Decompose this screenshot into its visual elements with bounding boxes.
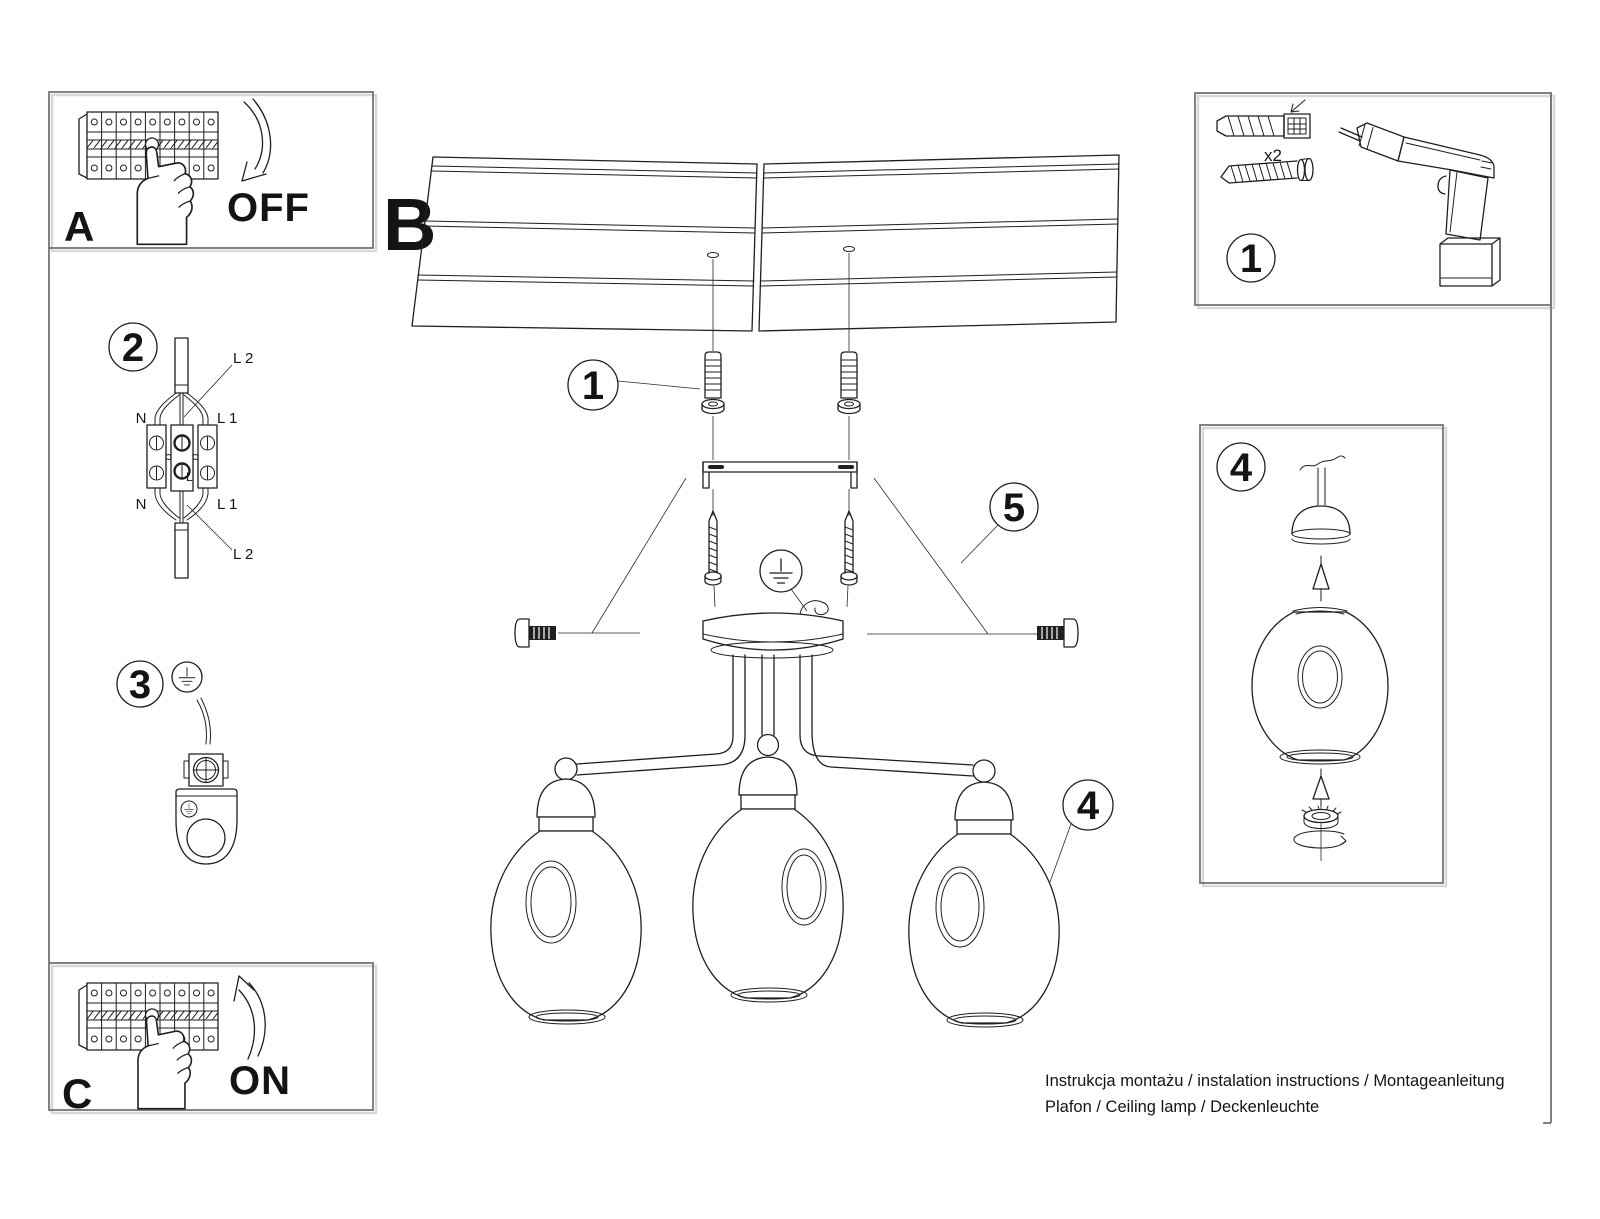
panel-shade-assembly	[1200, 425, 1446, 886]
arm-ball-left	[555, 758, 577, 780]
rotate-arrow-icon	[1294, 831, 1346, 848]
mounting-screw-left	[705, 511, 721, 585]
l2-top-label: L 2	[233, 350, 254, 367]
earth-point-callout	[760, 550, 807, 611]
n-bottom-label: N	[135, 496, 147, 513]
step-1-number: 1	[1239, 237, 1263, 281]
on-label: ON	[229, 1059, 291, 1103]
step-c-label: C	[62, 1070, 93, 1117]
glass-shade-center	[693, 757, 843, 1002]
step-4-number: 4	[1229, 446, 1253, 490]
callout-4-number: 4	[1076, 784, 1100, 828]
step-a-label: A	[64, 203, 95, 250]
earth-wire	[197, 698, 211, 744]
footer-line2: Plafon / Ceiling lamp / Deckenleuchte	[1045, 1098, 1320, 1116]
panel-tools	[1195, 93, 1554, 308]
curved-arrow-up-icon	[234, 976, 265, 1059]
cable-bottom	[175, 523, 188, 578]
off-label: OFF	[227, 186, 310, 230]
l2-bottom-label: L 2	[233, 546, 254, 563]
callout-5-number: 5	[1002, 486, 1026, 530]
footer-line1: Instrukcja montażu / instalation instructions / Montageanleitung	[1045, 1072, 1505, 1090]
drill-hole-right	[844, 247, 855, 252]
earth-symbol-icon	[172, 662, 202, 692]
exploded-projection-lines	[558, 478, 1037, 634]
earthing-diagram	[117, 661, 237, 864]
ring-nut	[1302, 806, 1341, 861]
footer	[1045, 1072, 1505, 1116]
section-b-label: B	[383, 183, 437, 266]
wall-plug-left	[702, 352, 724, 414]
earth-bracket	[176, 789, 237, 864]
l1-top-label: L 1	[217, 410, 238, 427]
assembly-arrow-up-icon	[1313, 564, 1329, 589]
canopy	[703, 601, 843, 658]
curved-arrow-down-icon	[242, 99, 271, 181]
terminal-live-label: L	[186, 470, 193, 484]
earth-terminal	[184, 754, 228, 786]
side-bolt-left	[515, 619, 556, 647]
glass-shade-left	[491, 779, 641, 1024]
side-bolt-right	[1037, 619, 1078, 647]
arm-ball-right	[973, 760, 995, 782]
mounting-bracket	[703, 462, 857, 488]
wires-bottom	[155, 488, 208, 522]
step-2-number: 2	[121, 326, 145, 370]
drill-icon	[1339, 123, 1500, 286]
callout-5-leader	[961, 525, 998, 563]
panel-power-on	[49, 963, 376, 1117]
wire-stem	[1318, 468, 1325, 505]
supply-wire	[1300, 456, 1345, 470]
glass-shade-right	[909, 782, 1059, 1027]
arm-ball-center	[758, 735, 779, 756]
panel-power-off	[49, 92, 376, 251]
expansion-arrow-icon	[1291, 100, 1305, 112]
callout-4-leader	[1050, 824, 1071, 882]
wall-plug-right	[838, 352, 860, 414]
mounting-screw-right	[841, 511, 857, 585]
assembly-arrow-up-icon-2	[1313, 776, 1329, 799]
n-top-label: N	[135, 410, 147, 427]
terminal-block	[147, 425, 217, 491]
dowel-quantity-label: x2	[1264, 146, 1282, 165]
callout-1-number: 1	[581, 364, 605, 408]
socket-cover	[1292, 506, 1350, 544]
shade-detail	[1252, 608, 1388, 765]
callout-1-leader	[618, 381, 700, 389]
l1-bottom-label: L 1	[217, 496, 238, 513]
wires-top	[155, 393, 208, 425]
pointing-hand-icon	[138, 1016, 191, 1109]
wall-plug-icon	[1217, 100, 1310, 138]
drill-hole-left	[708, 253, 719, 258]
ceiling-panels	[412, 155, 1119, 331]
wiring-diagram	[109, 323, 253, 578]
main-assembly-view	[383, 155, 1119, 1027]
step-3-number: 3	[128, 663, 152, 707]
